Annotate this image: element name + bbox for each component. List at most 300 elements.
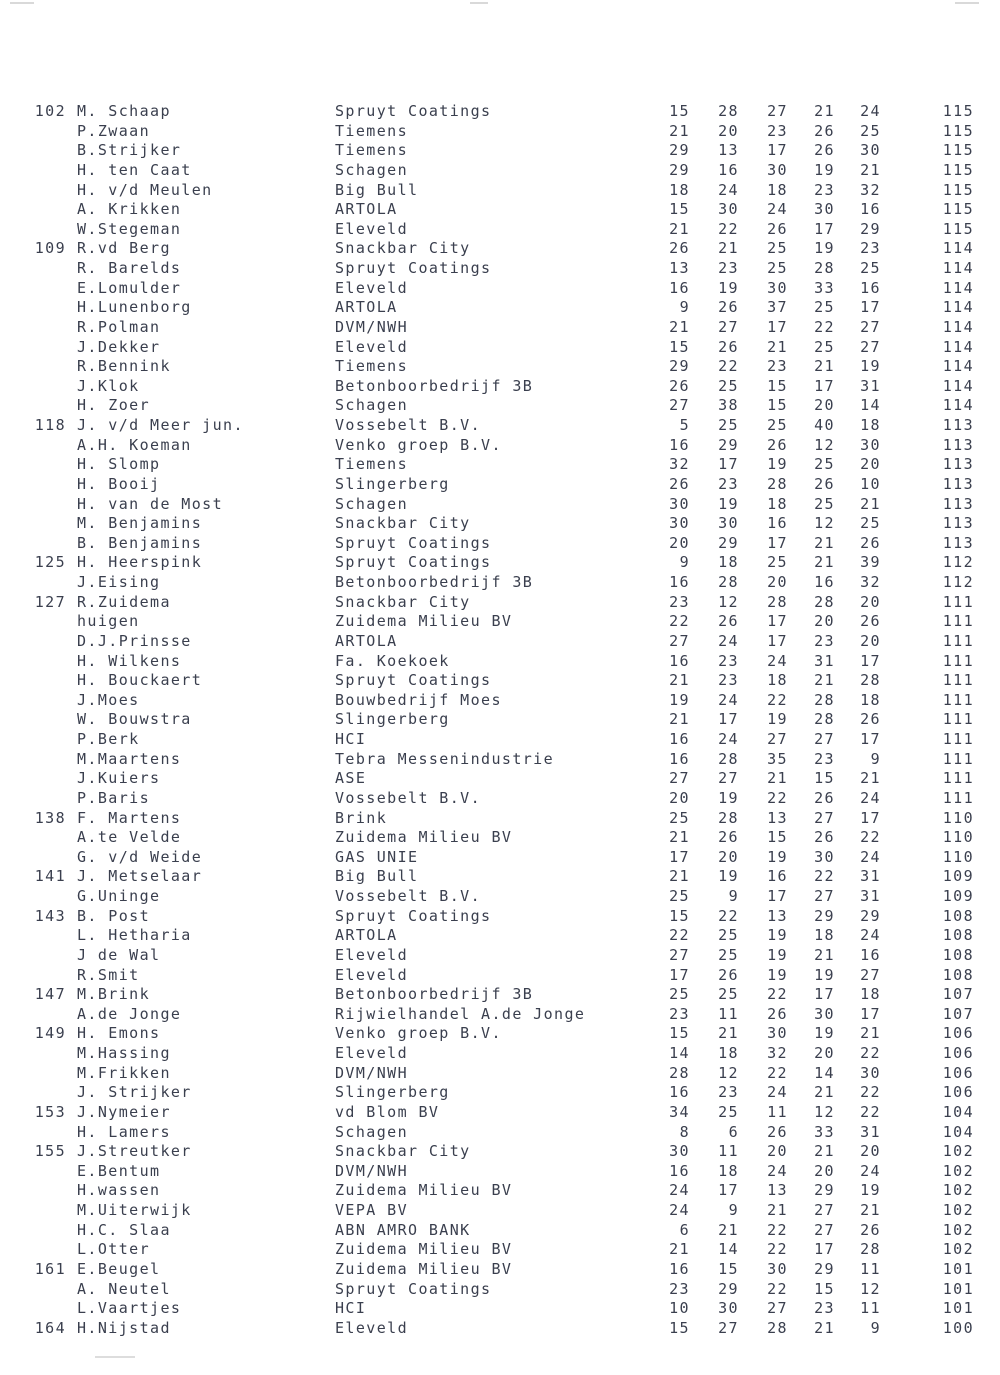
score-cell: 20 (860, 631, 881, 650)
team-name: Zuidema Milieu BV (335, 1240, 513, 1259)
score-cell: 40 (814, 416, 835, 434)
player-name: H.Lunenborg (77, 298, 192, 317)
table-row (0, 671, 1000, 691)
score-cell: 24 (718, 631, 739, 650)
score-cell: 26 (860, 533, 881, 552)
score-cell: 24 (860, 102, 881, 120)
score-cell: 24 (767, 200, 788, 219)
score-cell: 21 (669, 219, 690, 238)
player-name: G. v/d Weide (77, 847, 203, 866)
score-cell: 12 (814, 435, 835, 454)
rank-cell: 161 (34, 1259, 66, 1278)
player-name: P.Zwaan (77, 121, 151, 140)
table-row (0, 416, 1000, 436)
team-name: Tiemens (335, 455, 409, 474)
score-cell: 16 (860, 278, 881, 297)
table-row (0, 1005, 1000, 1025)
total-score: 106 (942, 1024, 974, 1043)
team-name: Spruyt Coatings (335, 671, 492, 690)
team-name: Venko groep B.V. (335, 1024, 502, 1043)
score-cell: 22 (718, 906, 739, 925)
score-cell: 17 (860, 730, 881, 748)
score-cell: 31 (860, 867, 881, 886)
team-name: Rijwielhandel A.de Jonge (335, 1004, 586, 1023)
total-score: 113 (942, 533, 974, 552)
score-cell: 21 (718, 239, 739, 258)
team-name: Vossebelt B.V. (335, 788, 482, 807)
score-cell: 16 (669, 435, 690, 454)
team-name: Snackbar City (335, 592, 471, 611)
table-row (0, 436, 1000, 456)
rank-cell: 164 (34, 1318, 66, 1337)
table-row (0, 200, 1000, 220)
score-cell: 9 (679, 298, 690, 317)
score-cell: 22 (767, 690, 788, 709)
score-cell: 21 (767, 769, 788, 788)
score-cell: 19 (860, 357, 881, 376)
score-cell: 12 (718, 592, 739, 611)
score-cell: 28 (669, 1063, 690, 1082)
player-name: P.Berk (77, 730, 140, 748)
score-cell: 16 (669, 1259, 690, 1278)
score-cell: 30 (718, 200, 739, 219)
score-cell: 17 (814, 376, 835, 395)
table-row (0, 357, 1000, 377)
table-row (0, 1319, 1000, 1339)
player-name: M. Schaap (77, 102, 171, 120)
score-cell: 21 (669, 671, 690, 690)
score-cell: 15 (814, 1279, 835, 1298)
score-cell: 20 (860, 1142, 881, 1161)
total-score: 104 (942, 1102, 974, 1121)
scan-edge-mark (95, 1356, 135, 1358)
table-row (0, 1044, 1000, 1064)
player-name: G.Uninge (77, 887, 161, 905)
score-cell: 27 (718, 769, 739, 788)
score-cell: 12 (718, 1063, 739, 1082)
score-cell: 9 (870, 1318, 881, 1337)
table-row (0, 239, 1000, 259)
score-cell: 30 (814, 1004, 835, 1023)
team-name: Eleveld (335, 1044, 409, 1062)
table-row (0, 181, 1000, 201)
score-cell: 25 (718, 1102, 739, 1121)
score-cell: 30 (718, 514, 739, 533)
score-cell: 8 (679, 1122, 690, 1141)
player-name: R.vd Berg (77, 239, 171, 258)
table-row (0, 338, 1000, 358)
table-row (0, 1221, 1000, 1241)
score-cell: 18 (767, 180, 788, 199)
player-name: M.Frikken (77, 1063, 171, 1082)
team-name: Slingerberg (335, 1083, 450, 1102)
score-cell: 16 (669, 278, 690, 297)
table-row (0, 985, 1000, 1005)
team-name: Snackbar City (335, 239, 471, 258)
score-cell: 19 (718, 788, 739, 807)
score-cell: 29 (718, 1279, 739, 1298)
player-name: H. Emons (77, 1024, 161, 1043)
score-cell: 23 (669, 1004, 690, 1023)
score-cell: 20 (669, 788, 690, 807)
score-cell: 26 (814, 141, 835, 160)
score-cell: 30 (669, 1142, 690, 1161)
score-cell: 11 (860, 1259, 881, 1278)
score-cell: 12 (814, 514, 835, 533)
score-cell: 25 (669, 887, 690, 905)
score-cell: 21 (767, 337, 788, 356)
table-row (0, 1024, 1000, 1044)
score-cell: 18 (718, 1161, 739, 1180)
total-score: 111 (942, 631, 974, 650)
score-cell: 25 (767, 553, 788, 572)
table-row (0, 789, 1000, 809)
score-cell: 14 (814, 1063, 835, 1082)
score-cell: 27 (669, 769, 690, 788)
score-cell: 27 (814, 808, 835, 827)
rank-cell: 155 (34, 1142, 66, 1161)
score-cell: 10 (669, 1299, 690, 1318)
score-cell: 26 (767, 435, 788, 454)
player-name: H. Slomp (77, 455, 161, 474)
total-score: 114 (942, 396, 974, 415)
rank-cell: 138 (34, 808, 66, 827)
score-cell: 17 (860, 298, 881, 317)
team-name: Schagen (335, 396, 409, 415)
score-cell: 20 (767, 573, 788, 591)
score-cell: 22 (767, 1220, 788, 1239)
team-name: Eleveld (335, 219, 409, 238)
player-name: M.Brink (77, 985, 151, 1004)
score-cell: 31 (860, 376, 881, 395)
table-row (0, 730, 1000, 750)
total-score: 115 (942, 102, 974, 120)
total-score: 109 (942, 867, 974, 886)
total-score: 101 (942, 1259, 974, 1278)
total-score: 111 (942, 651, 974, 670)
score-cell: 32 (860, 573, 881, 591)
score-cell: 11 (718, 1142, 739, 1161)
team-name: ABN AMRO BANK (335, 1220, 471, 1239)
table-row (0, 298, 1000, 318)
score-cell: 19 (814, 1024, 835, 1043)
score-cell: 24 (669, 1181, 690, 1200)
player-name: A. Neutel (77, 1279, 171, 1298)
score-cell: 25 (669, 985, 690, 1004)
score-cell: 18 (767, 671, 788, 690)
total-score: 104 (942, 1122, 974, 1141)
score-cell: 28 (767, 1318, 788, 1337)
score-cell: 25 (814, 494, 835, 513)
team-name: Zuidema Milieu BV (335, 1259, 513, 1278)
score-cell: 31 (860, 887, 881, 905)
score-cell: 19 (814, 965, 835, 984)
team-name: Big Bull (335, 180, 419, 199)
team-name: Betonboorbedrijf 3B (335, 376, 534, 395)
score-cell: 27 (767, 102, 788, 120)
table-row (0, 161, 1000, 181)
total-score: 112 (942, 573, 974, 591)
score-cell: 21 (814, 553, 835, 572)
team-name: Tiemens (335, 357, 409, 376)
table-row (0, 1162, 1000, 1182)
score-cell: 23 (814, 180, 835, 199)
rank-cell: 147 (34, 985, 66, 1004)
player-name: M.Hassing (77, 1044, 171, 1062)
total-score: 115 (942, 141, 974, 160)
score-cell: 25 (860, 259, 881, 277)
score-cell: 21 (718, 1024, 739, 1043)
score-cell: 23 (718, 259, 739, 277)
score-cell: 21 (814, 102, 835, 120)
score-cell: 39 (860, 553, 881, 572)
score-cell: 16 (669, 1161, 690, 1180)
team-name: Venko groep B.V. (335, 435, 502, 454)
player-name: A.te Velde (77, 828, 182, 847)
score-cell: 23 (814, 749, 835, 768)
score-cell: 17 (860, 651, 881, 670)
table-row (0, 455, 1000, 475)
score-cell: 21 (814, 671, 835, 690)
table-row (0, 1064, 1000, 1084)
score-cell: 17 (814, 1240, 835, 1259)
score-cell: 26 (814, 474, 835, 493)
score-cell: 20 (718, 121, 739, 140)
total-score: 112 (942, 553, 974, 572)
score-cell: 26 (669, 239, 690, 258)
total-score: 114 (942, 376, 974, 395)
player-name: P.Baris (77, 788, 151, 807)
player-name: E.Bentum (77, 1161, 161, 1180)
score-cell: 18 (669, 180, 690, 199)
score-cell: 17 (718, 455, 739, 474)
player-name: J.Nymeier (77, 1102, 171, 1121)
total-score: 102 (942, 1240, 974, 1259)
table-row (0, 377, 1000, 397)
score-cell: 26 (860, 1220, 881, 1239)
score-cell: 17 (767, 612, 788, 631)
score-cell: 29 (860, 906, 881, 925)
player-name: W.Stegeman (77, 219, 182, 238)
score-cell: 23 (718, 671, 739, 690)
table-row (0, 396, 1000, 416)
score-cell: 22 (814, 317, 835, 336)
score-cell: 6 (728, 1122, 739, 1141)
score-cell: 26 (860, 612, 881, 631)
score-cell: 15 (814, 769, 835, 788)
team-name: Slingerberg (335, 710, 450, 729)
table-row (0, 122, 1000, 142)
score-cell: 24 (860, 926, 881, 945)
total-score: 113 (942, 514, 974, 533)
score-cell: 23 (718, 474, 739, 493)
player-name: D.J.Prinsse (77, 631, 192, 650)
table-row (0, 1142, 1000, 1162)
score-cell: 38 (718, 396, 739, 415)
score-cell: 30 (669, 514, 690, 533)
results-list (0, 102, 1000, 1338)
team-name: Tebra Messenindustrie (335, 749, 555, 768)
total-score: 102 (942, 1161, 974, 1180)
player-name: huigen (77, 612, 140, 631)
score-cell: 21 (814, 1318, 835, 1337)
score-cell: 26 (718, 612, 739, 631)
score-cell: 26 (718, 298, 739, 317)
table-row (0, 750, 1000, 770)
score-cell: 27 (814, 1220, 835, 1239)
total-score: 107 (942, 985, 974, 1004)
score-cell: 15 (669, 1318, 690, 1337)
player-name: R.Bennink (77, 357, 171, 376)
team-name: Spruyt Coatings (335, 102, 492, 120)
player-name: A.de Jonge (77, 1004, 182, 1023)
table-row (0, 514, 1000, 534)
team-name: DVM/NWH (335, 1161, 409, 1180)
score-cell: 16 (669, 1083, 690, 1102)
score-cell: 25 (767, 259, 788, 277)
score-cell: 32 (669, 455, 690, 474)
team-name: Brink (335, 808, 388, 827)
score-cell: 23 (718, 651, 739, 670)
table-row (0, 318, 1000, 338)
player-name: J.Moes (77, 690, 140, 709)
score-cell: 22 (718, 357, 739, 376)
score-cell: 17 (718, 1181, 739, 1200)
score-cell: 33 (814, 278, 835, 297)
total-score: 106 (942, 1063, 974, 1082)
score-cell: 10 (860, 474, 881, 493)
score-cell: 29 (718, 435, 739, 454)
team-name: HCI (335, 1299, 367, 1318)
player-name: H. Wilkens (77, 651, 182, 670)
team-name: Fa. Koekoek (335, 651, 450, 670)
score-cell: 9 (728, 1201, 739, 1219)
total-score: 111 (942, 710, 974, 729)
score-cell: 28 (860, 1240, 881, 1259)
score-cell: 17 (767, 317, 788, 336)
player-name: W. Bouwstra (77, 710, 192, 729)
rank-cell: 125 (34, 553, 66, 572)
total-score: 100 (942, 1318, 974, 1337)
score-cell: 19 (669, 690, 690, 709)
total-score: 102 (942, 1142, 974, 1161)
table-row (0, 691, 1000, 711)
score-cell: 29 (718, 533, 739, 552)
team-name: Tiemens (335, 141, 409, 160)
total-score: 114 (942, 317, 974, 336)
score-cell: 28 (718, 573, 739, 591)
score-cell: 20 (718, 847, 739, 866)
player-name: A.H. Koeman (77, 435, 192, 454)
score-cell: 28 (767, 592, 788, 611)
table-row (0, 867, 1000, 887)
score-cell: 21 (814, 357, 835, 376)
score-cell: 28 (814, 710, 835, 729)
player-name: J. Metselaar (77, 867, 203, 886)
team-name: Zuidema Milieu BV (335, 1181, 513, 1200)
team-name: Eleveld (335, 965, 409, 984)
table-row (0, 632, 1000, 652)
score-cell: 20 (860, 592, 881, 611)
score-cell: 15 (767, 396, 788, 415)
total-score: 115 (942, 180, 974, 199)
score-cell: 27 (814, 730, 835, 748)
score-cell: 27 (669, 396, 690, 415)
score-cell: 29 (669, 141, 690, 160)
total-score: 108 (942, 945, 974, 964)
score-cell: 11 (860, 1299, 881, 1318)
score-cell: 15 (718, 1259, 739, 1278)
team-name: ARTOLA (335, 631, 398, 650)
team-name: vd Blom BV (335, 1102, 440, 1121)
total-score: 113 (942, 455, 974, 474)
total-score: 111 (942, 592, 974, 611)
total-score: 101 (942, 1299, 974, 1318)
score-cell: 28 (718, 808, 739, 827)
score-cell: 20 (669, 533, 690, 552)
total-score: 108 (942, 926, 974, 945)
table-row (0, 1083, 1000, 1103)
score-cell: 21 (669, 121, 690, 140)
scan-edge-marks (0, 2, 1000, 6)
total-score: 114 (942, 298, 974, 317)
score-cell: 29 (814, 1181, 835, 1200)
table-row (0, 141, 1000, 161)
score-cell: 26 (860, 710, 881, 729)
total-score: 115 (942, 121, 974, 140)
total-score: 111 (942, 730, 974, 748)
score-cell: 13 (718, 141, 739, 160)
table-row (0, 946, 1000, 966)
score-cell: 26 (767, 1004, 788, 1023)
score-cell: 23 (767, 121, 788, 140)
player-name: J. v/d Meer jun. (77, 416, 244, 434)
score-cell: 21 (860, 160, 881, 179)
score-cell: 20 (767, 1142, 788, 1161)
total-score: 113 (942, 494, 974, 513)
score-cell: 24 (718, 690, 739, 709)
score-cell: 14 (718, 1240, 739, 1259)
team-name: Zuidema Milieu BV (335, 612, 513, 631)
total-score: 101 (942, 1279, 974, 1298)
score-cell: 35 (767, 749, 788, 768)
team-name: ARTOLA (335, 298, 398, 317)
score-cell: 21 (669, 317, 690, 336)
player-name: H. Bouckaert (77, 671, 203, 690)
score-cell: 16 (860, 200, 881, 219)
total-score: 115 (942, 219, 974, 238)
score-cell: 19 (718, 494, 739, 513)
score-cell: 17 (767, 631, 788, 650)
score-cell: 15 (669, 1024, 690, 1043)
score-cell: 21 (814, 533, 835, 552)
table-row (0, 573, 1000, 593)
score-cell: 13 (767, 1181, 788, 1200)
player-name: J. Strijker (77, 1083, 192, 1102)
score-cell: 17 (767, 533, 788, 552)
team-name: Snackbar City (335, 1142, 471, 1161)
total-score: 111 (942, 612, 974, 631)
score-cell: 30 (860, 141, 881, 160)
score-cell: 22 (767, 788, 788, 807)
total-score: 110 (942, 828, 974, 847)
table-row (0, 769, 1000, 789)
score-cell: 30 (814, 200, 835, 219)
score-cell: 22 (767, 1063, 788, 1082)
table-row (0, 220, 1000, 240)
score-cell: 25 (718, 926, 739, 945)
score-cell: 27 (669, 945, 690, 964)
